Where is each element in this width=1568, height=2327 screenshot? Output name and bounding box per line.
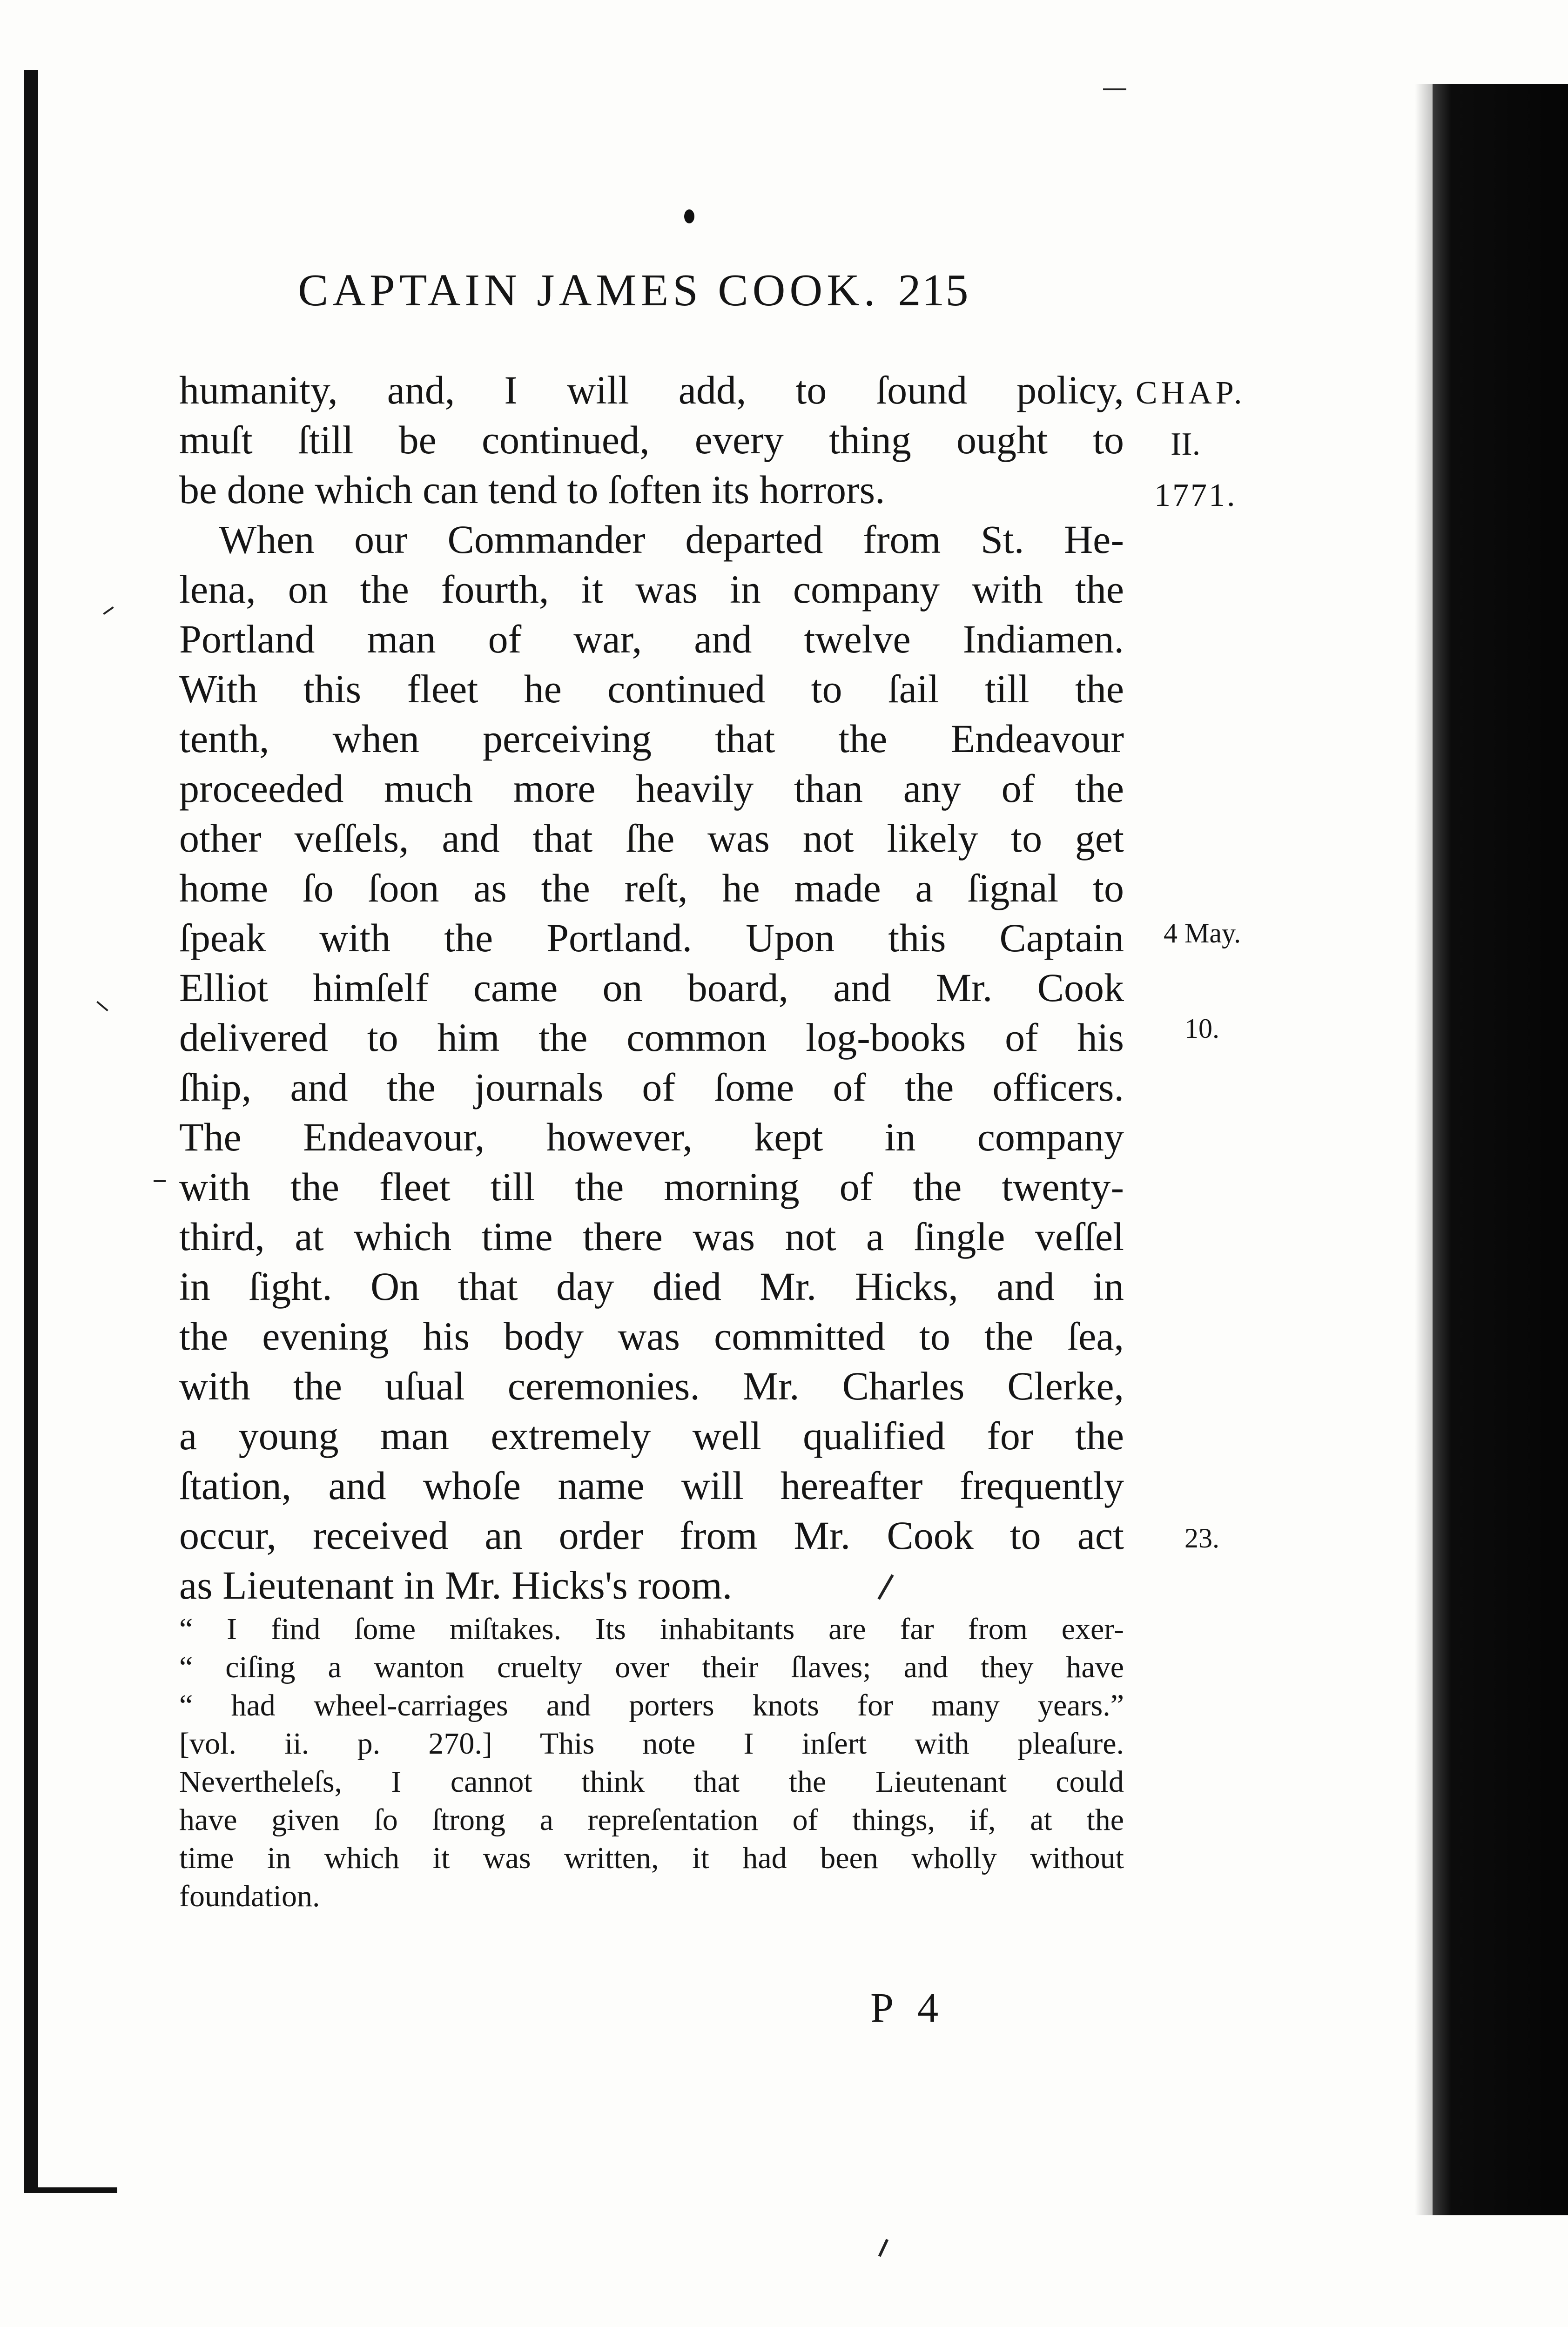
body-line: with the uſual ceremonies. Mr. Charles Clerke, [179,1364,1124,1408]
margin-year: 1771. [1154,478,1237,513]
body-line: tenth, when perceiving that the Endeavour [179,716,1124,761]
body-line: a young man extremely well qualified for the [179,1413,1124,1458]
footnote-line: “ had wheel-carriages and porters knots for many years.” [179,1688,1124,1722]
footnote [179,1610,1124,1916]
body-line: third, at which time there was not a ſingle veſſel [179,1214,1124,1259]
footnote-line: foundation. [179,1879,320,1913]
scan-speck [154,1180,166,1182]
margin-date-may: 4 May. [1164,918,1241,948]
scan-page-shadow [1415,84,1433,2215]
scan-dark-edge [1433,84,1568,2215]
body-line: humanity, and, I will add, to ſound policy, [179,368,1124,412]
footnote-line: Nevertheleſs, I cannot think that the Lieutenant could [179,1765,1124,1799]
page-number: 215 [898,265,969,316]
footnote-line: “ I find ſome miſtakes. Its inhabitants are far from exer- [179,1612,1124,1646]
body-line: delivered to him the common log-books of his [179,1015,1124,1060]
running-head-title: CAPTAIN JAMES COOK. [298,265,880,316]
footnote-line: have given ſo ſtrong a repreſentation of things, if, at the [179,1803,1124,1837]
signature-mark: P 4 [870,1985,946,2031]
body-text [179,365,1124,1610]
body-line: ſtation, and whoſe name will hereafter frequently [179,1463,1124,1508]
scan-speck [1103,88,1126,90]
scan-speck [878,2239,888,2257]
body-line: the evening his body was committed to the ſea, [179,1314,1124,1359]
margin-chapter-number: II. [1171,426,1201,462]
margin-chapter-label: CHAP. [1136,375,1246,411]
footnote-line: [vol. ii. p. 270.] This note I inſert with pleaſure. [179,1727,1124,1761]
margin-date-23: 23. [1184,1523,1219,1554]
body-line: ſpeak with the Portland. Upon this Captain [179,915,1124,960]
footnote-line: time in which it was written, it had been wholly without [179,1841,1124,1875]
footnote-line: “ ciſing a wanton cruelty over their ſlaves; and they have [179,1650,1124,1684]
body-line: ſhip, and the journals of ſome of the officers. [179,1065,1124,1110]
body-line: When our Commander departed from St. He- [219,517,1124,562]
margin-date-10: 10. [1184,1013,1219,1044]
running-head [298,265,1210,316]
scan-speck [103,606,114,615]
body-line: in ſight. On that day died Mr. Hicks, and in [179,1264,1124,1309]
body-line: With this fleet he continued to ſail till the [179,666,1124,711]
body-line: lena, on the fourth, it was in company with the [179,567,1124,612]
body-line: occur, received an order from Mr. Cook to act [179,1513,1124,1558]
body-line: The Endeavour, however, kept in company [179,1115,1124,1159]
body-line: proceeded much more heavily than any of the [179,766,1124,811]
scan-binding-foot [24,2187,117,2193]
body-line: Elliot himſelf came on board, and Mr. Cook [179,965,1124,1010]
body-line: be done which can tend to ſoften its horrors. [179,467,885,512]
scan-speck [96,1001,108,1011]
body-line: muſt ſtill be continued, every thing ought to [179,417,1124,462]
body-line: Portland man of war, and twelve Indiamen. [179,617,1124,661]
body-line: home ſo ſoon as the reſt, he made a ſignal to [179,866,1124,910]
scan-binding-edge [24,70,38,2192]
body-line: with the fleet till the morning of the twenty- [179,1164,1124,1209]
body-line: as Lieutenant in Mr. Hicks's room. [179,1563,733,1607]
body-line: other veſſels, and that ſhe was not likely to get [179,816,1124,861]
ink-dot [684,209,694,223]
